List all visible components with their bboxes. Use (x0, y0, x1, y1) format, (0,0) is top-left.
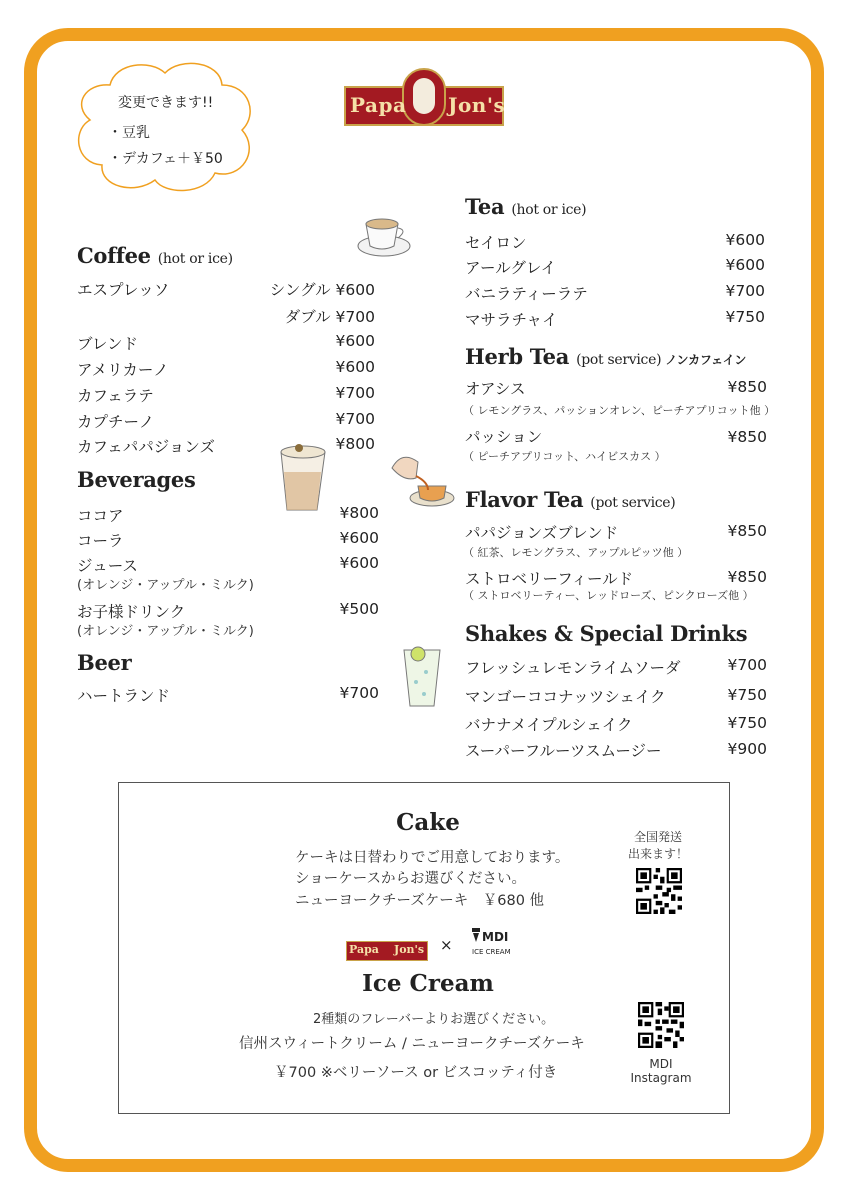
note-line-decaf: ・デカフェ＋￥50 (108, 151, 223, 167)
mdi-ice-cream-logo: MDI ICE CREAM (472, 930, 511, 956)
ice-cream-heading: Ice Cream (362, 970, 494, 997)
coffee-item-name: エスプレッソ (77, 281, 170, 299)
cake-heading: Cake (396, 809, 460, 836)
flavor-tea-item-name: ストロベリーフィールド (465, 570, 634, 588)
tea-item-name: バニラティーラテ (465, 285, 588, 303)
flavor-tea-item-note: （ 紅茶、レモングラス、アップルピッツ他 ） (463, 546, 689, 559)
beverage-item-name: お子様ドリンク (77, 603, 186, 621)
herb-tea-heading: Herb Tea (pot service) ノンカフェイン (465, 344, 747, 369)
collab-times: × (440, 936, 453, 954)
beverage-item-price: ¥600 (339, 554, 379, 572)
papa-jons-mini-logo: Papa Jon's (346, 937, 428, 961)
cake-line: ショーケースからお選びください。 (295, 871, 526, 887)
cloud-note-shape (70, 55, 260, 195)
beer-item-name: ハートランド (77, 687, 171, 705)
beverage-item-name: コーラ (77, 532, 124, 550)
coffee-cup-illustration (352, 202, 412, 262)
tea-item-price: ¥700 (725, 282, 765, 300)
cake-line: ニューヨークチーズケーキ ￥680 他 (295, 893, 545, 909)
ice-cream-line: 2種類のフレーバーよりお選びください。 (313, 1012, 555, 1027)
shake-item-price: ¥750 (727, 686, 767, 704)
note-line-soy: ・豆乳 (108, 125, 150, 141)
coffee-item-name: カフェパパジョンズ (77, 438, 215, 456)
coffee-item-price: シングル ¥600 (269, 281, 375, 299)
coffee-item-name: カプチーノ (77, 413, 155, 431)
shake-item-price: ¥700 (727, 656, 767, 674)
coffee-item-price: ダブル ¥700 (284, 308, 375, 326)
instagram-label: MDI Instagram (630, 1057, 692, 1085)
shipping-label: 全国発送 出来ます！ (627, 830, 688, 861)
coffee-item-price: ¥600 (335, 358, 375, 376)
beverage-item-name: ココア (77, 507, 124, 525)
tea-item-name: セイロン (465, 234, 527, 252)
shake-item-price: ¥900 (727, 740, 767, 758)
beer-heading: Beer (77, 650, 132, 675)
coffee-item-price: ¥800 (335, 435, 375, 453)
beer-item-price: ¥700 (339, 684, 379, 702)
coffee-item-price: ¥600 (335, 332, 375, 350)
herb-tea-item-name: パッション (465, 428, 543, 446)
flavor-tea-heading: Flavor Tea (pot service) (465, 487, 676, 512)
cake-line: ケーキは日替わりでご用意しております。 (295, 850, 570, 866)
tea-item-name: マサラチャイ (465, 311, 558, 329)
beverage-item-note: (オレンジ・アップル・ミルク) (77, 624, 254, 639)
flavor-tea-item-name: パパジョンズブレンド (465, 524, 619, 542)
ice-cream-line: 信州スウィートクリーム / ニューヨークチーズケーキ (239, 1036, 585, 1052)
coffee-item-name: カフェラテ (77, 387, 154, 405)
beverage-item-note: (オレンジ・アップル・ミルク) (77, 578, 254, 593)
beverages-heading: Beverages (77, 467, 196, 492)
teapot-illustration (388, 446, 460, 518)
shipping-qr-code-icon[interactable] (636, 868, 682, 914)
herb-tea-item-price: ¥850 (727, 428, 767, 446)
coffee-item-name: アメリカーノ (77, 361, 169, 379)
tea-item-price: ¥600 (725, 231, 765, 249)
flavor-tea-item-price: ¥850 (727, 522, 767, 540)
tea-item-name: アールグレイ (465, 259, 557, 277)
tea-heading: Tea (hot or ice) (465, 194, 587, 219)
shake-item-name: フレッシュレモンライムソーダ (465, 659, 681, 677)
shake-item-name: スーパーフルーツスムージー (465, 742, 662, 760)
instagram-qr-code-icon[interactable] (638, 1002, 684, 1048)
shakes-heading: Shakes & Special Drinks (465, 621, 748, 646)
papa-jons-logo: Papa Jon's (344, 68, 504, 128)
flavor-tea-item-price: ¥850 (727, 568, 767, 586)
mdi-cone-icon (470, 928, 482, 942)
flavor-tea-item-note: （ ストロベリーティー、レッドローズ、ピンクローズ他 ） (463, 589, 754, 602)
herb-tea-item-name: オアシス (465, 380, 526, 398)
note-title: 変更できます!! (118, 95, 214, 111)
ice-cream-line: ￥700 ※ベリーソース or ビスコッティ付き (274, 1065, 558, 1081)
shake-item-price: ¥750 (727, 714, 767, 732)
herb-tea-item-note: （ ピーチアプリコット、ハイビスカス ） (463, 450, 666, 463)
herb-tea-item-price: ¥850 (727, 378, 767, 396)
coffee-item-name: ブレンド (77, 335, 138, 353)
beverage-item-price: ¥600 (339, 529, 379, 547)
tea-item-price: ¥600 (725, 256, 765, 274)
beverage-item-price: ¥500 (339, 600, 379, 618)
tea-item-price: ¥750 (725, 308, 765, 326)
shake-item-name: バナナメイプルシェイク (465, 716, 633, 734)
soda-glass-illustration (398, 642, 446, 710)
coffee-item-price: ¥700 (335, 384, 375, 402)
coffee-heading: Coffee (hot or ice) (77, 243, 233, 268)
beverage-item-price: ¥800 (339, 504, 379, 522)
shake-item-name: マンゴーココナッツシェイク (465, 688, 666, 706)
coffee-item-price: ¥700 (335, 410, 375, 428)
beverage-item-name: ジュース (77, 557, 138, 575)
herb-tea-item-note: （ レモングラス、パッションオレン、ピーチアプリコット他 ） (463, 404, 776, 417)
